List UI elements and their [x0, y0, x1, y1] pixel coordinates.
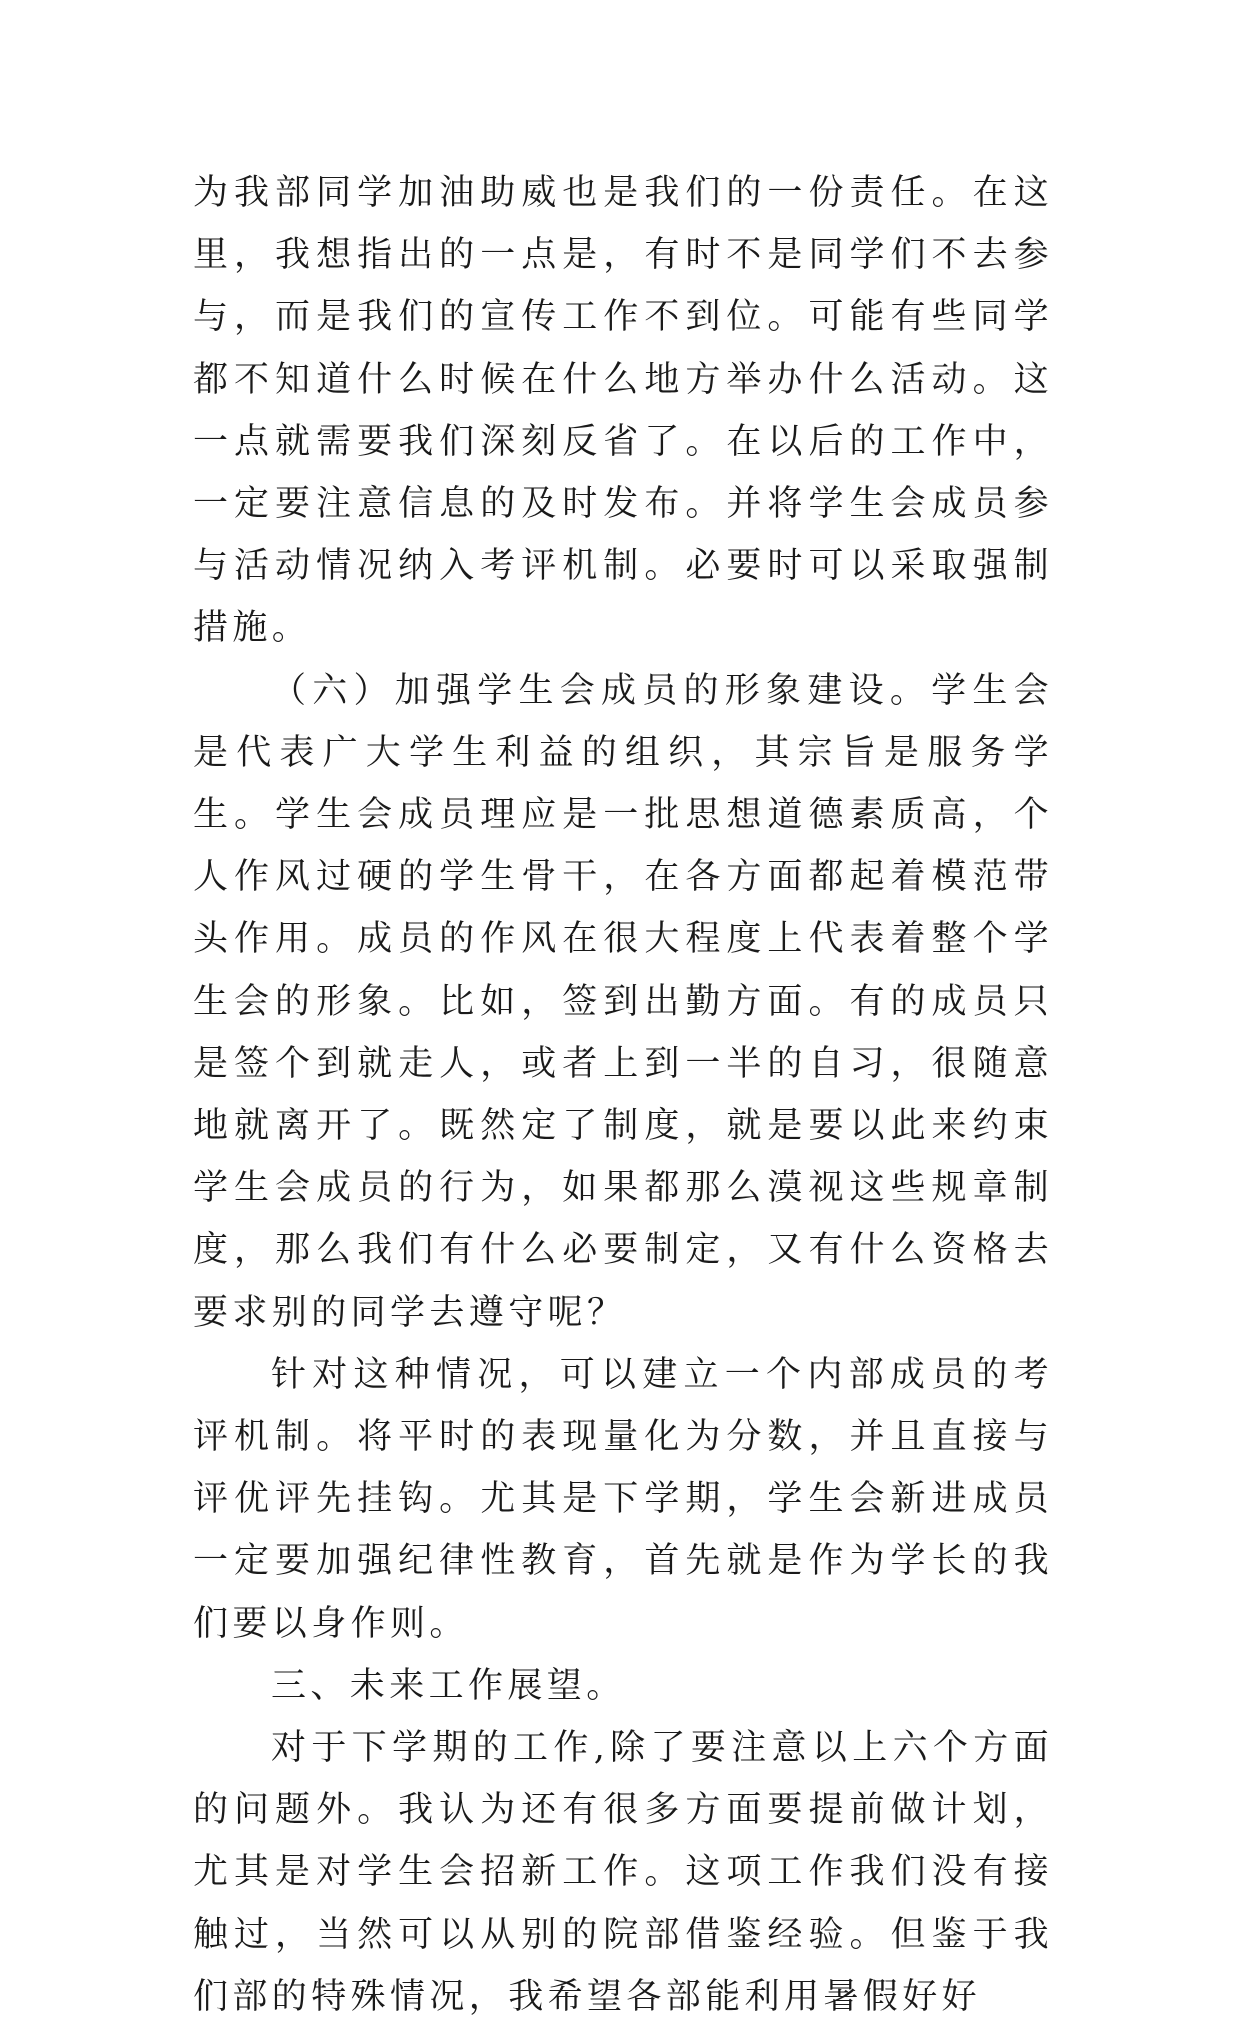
document-body [193, 162, 1053, 2028]
paragraph-evaluation-mechanism: 针对这种情况，可以建立一个内部成员的考评机制。将平时的表现量化为分数，并且直接与评优评先挂钩。尤其是下学期，学生会新进成员一定要加强纪律性教育，首先就是作为学长的我们要以身作则。 [193, 1354, 1053, 1644]
paragraph-next-semester: 对于下学期的工作,除了要注意以上六个方面的问题外。我认为还有很多方面要提前做计划，尤其是对学生会招新工作。这项工作我们没有接触过，当然可以从别的院部借鉴经验。但鉴于我们部的特殊情况，我希望各部能利用暑假好好 [193, 1728, 1053, 2017]
section-heading-future-outlook: 三、未来工作展望。 [271, 1665, 626, 1706]
paragraph-member-image: （六）加强学生会成员的形象建设。学生会是代表广大学生利益的组织，其宗旨是服务学生。学生会成员理应是一批思想道德素质高，个人作风过硬的学生骨干，在各方面都起着模范带头作用。成员的作风在很大程度上代表着整个学生会的形象。比如，签到出勤方面。有的成员只是签个到就走人，或者上到一半的自习，很随意地就离开了。既然定了制度，就是要以此来约束学生会成员的行为，如果都那么漠视这些规章制度，那么我们有什么必要制定，又有什么资格去要求别的同学去遵守呢？ [193, 670, 1053, 1333]
paragraph-continuation: 为我部同学加油助威也是我们的一份责任。在这里，我想指出的一点是，有时不是同学们不去参与，而是我们的宣传工作不到位。可能有些同学都不知道什么时候在什么地方举办什么活动。这一点就需要我们深刻反省了。在以后的工作中，一定要注意信息的及时发布。并将学生会成员参与活动情况纳入考评机制。必要时可以采取强制措施。 [193, 173, 1053, 649]
